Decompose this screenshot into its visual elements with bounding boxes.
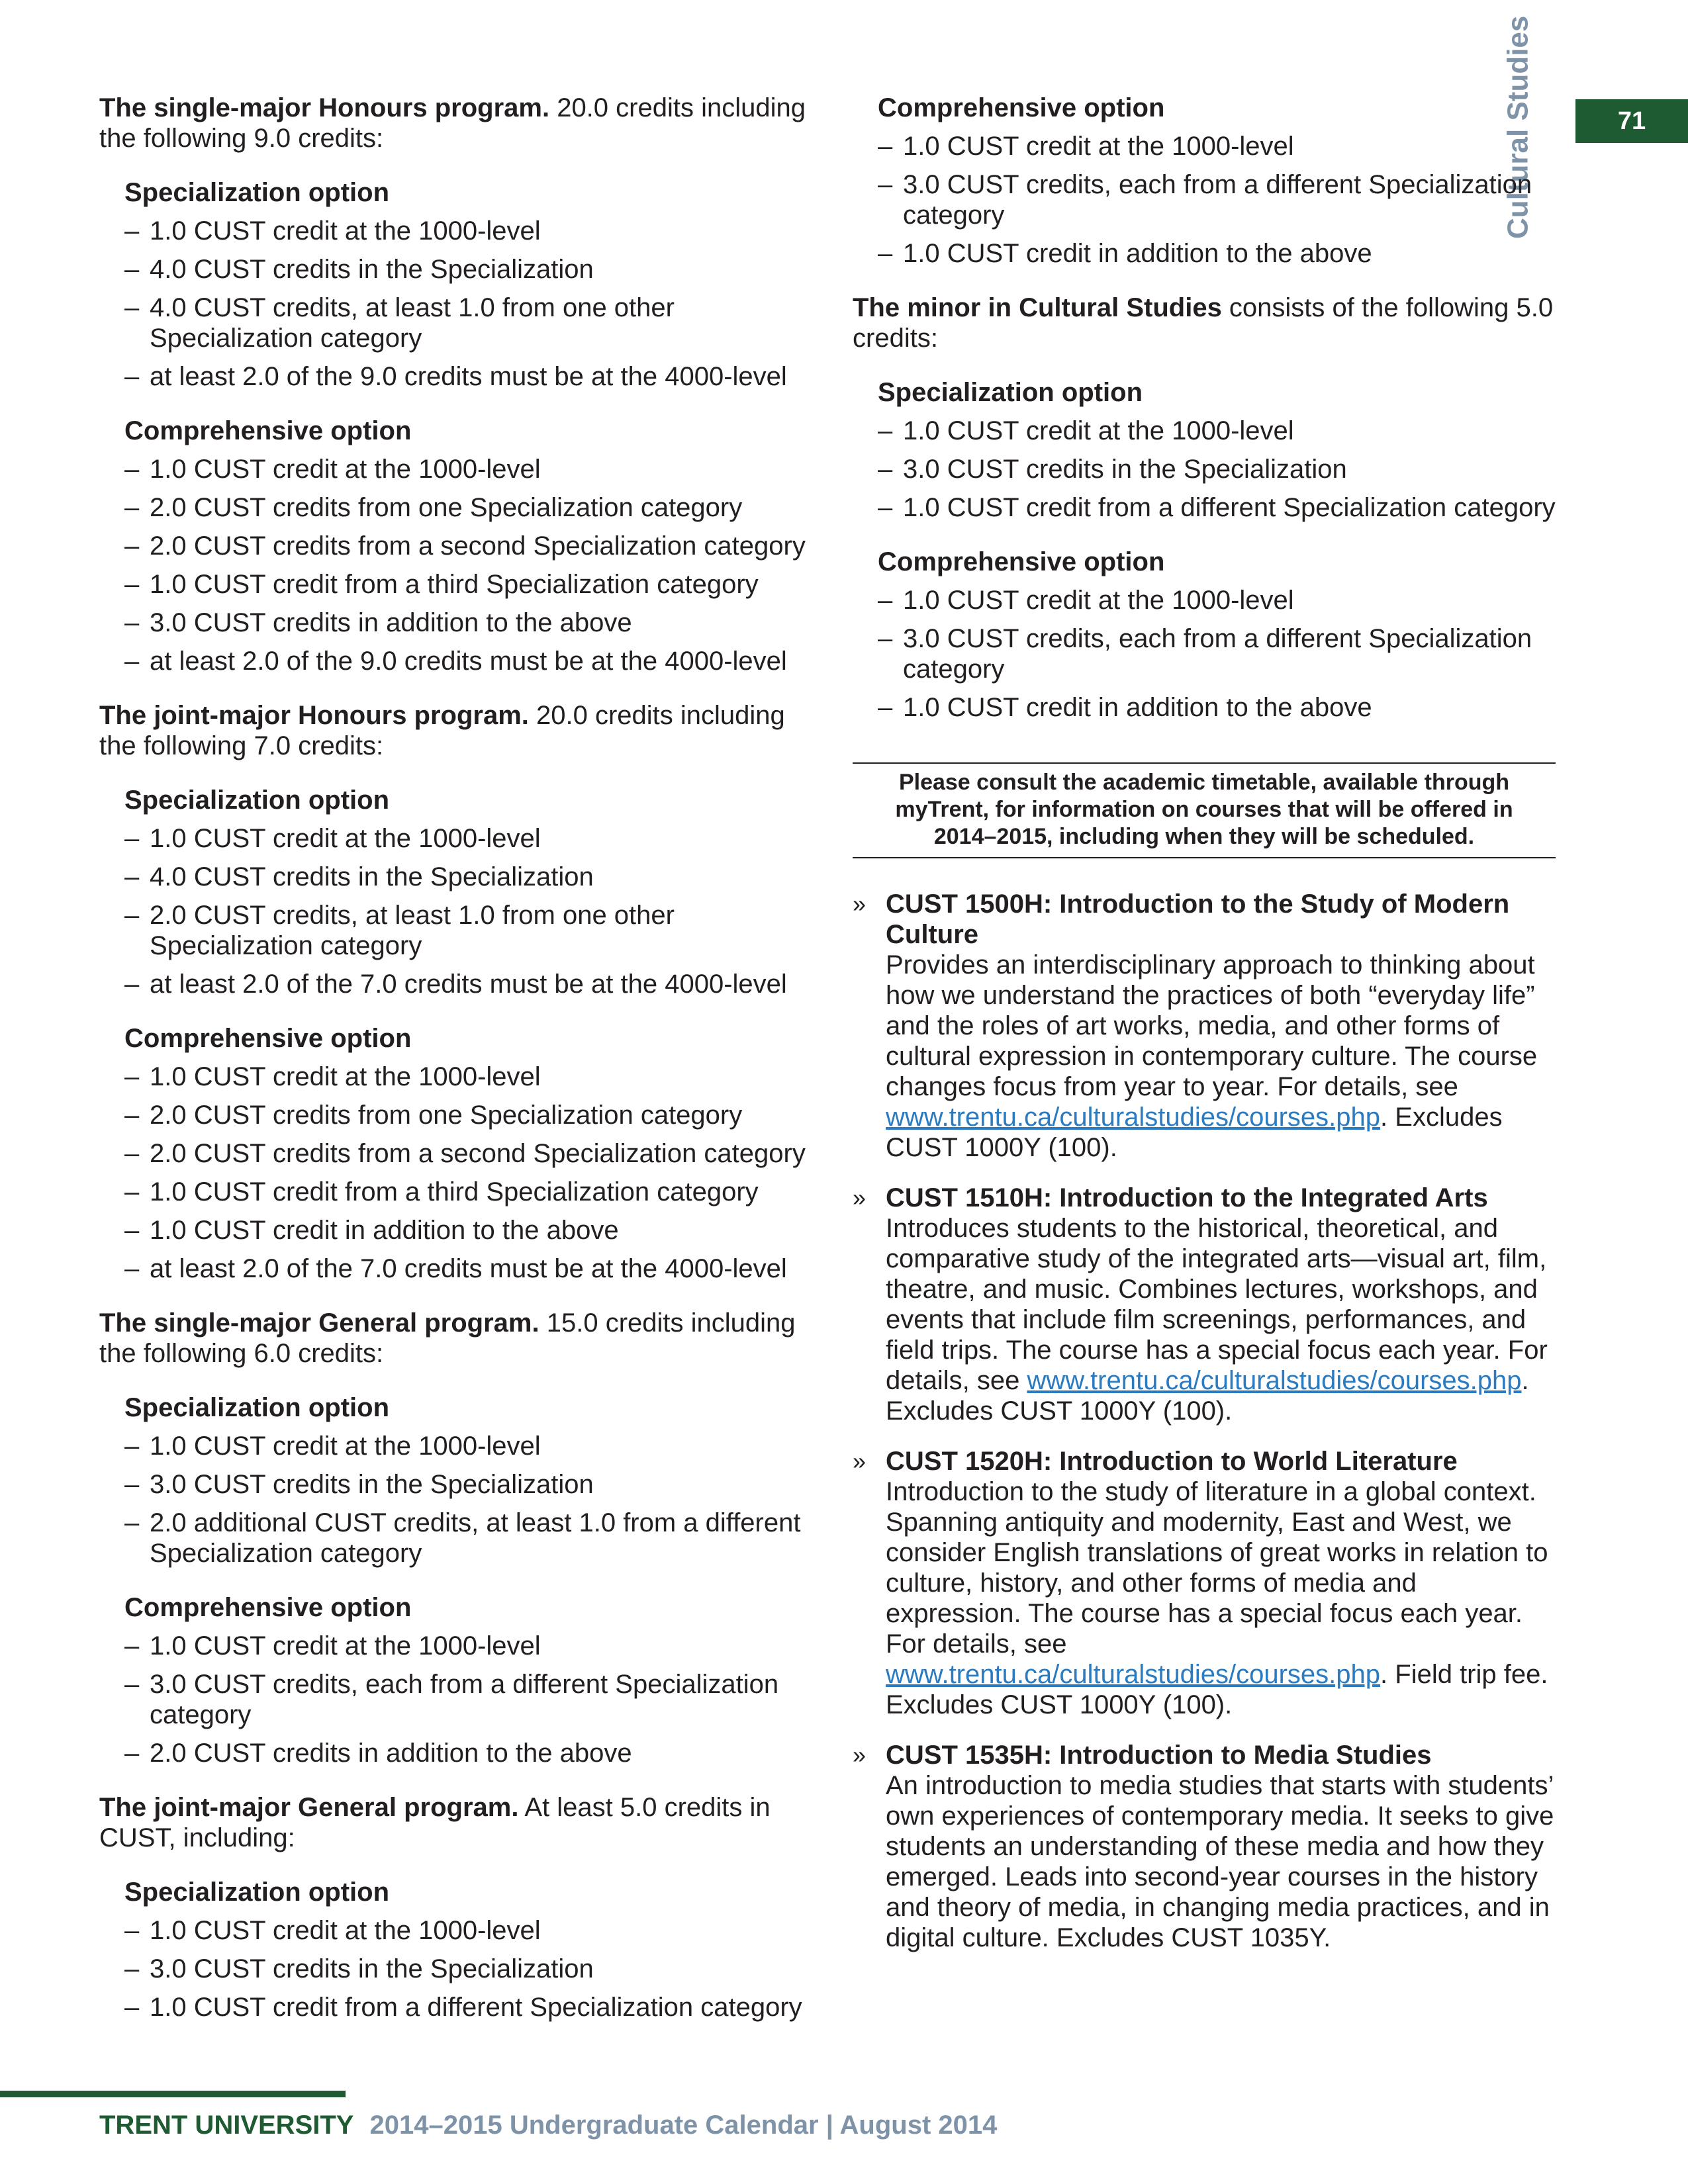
requirement-item: – 3.0 CUST credits in the Specialization bbox=[124, 1469, 821, 1500]
course-title: CUST 1535H: Introduction to Media Studies bbox=[886, 1741, 1432, 1770]
course-entry bbox=[853, 889, 1556, 1163]
course-title: CUST 1500H: Introduction to the Study of Modern Culture bbox=[886, 889, 1510, 949]
course-link[interactable]: www.trentu.ca/culturalstudies/courses.php bbox=[886, 1660, 1381, 1689]
requirement-item: – 1.0 CUST credit at the 1000-level bbox=[878, 131, 1556, 161]
option-heading: Comprehensive option bbox=[878, 547, 1165, 576]
timetable-notice: Please consult the academic timetable, available through myTrent, for information on courses that will be offered in 2014–2015, including when they will be scheduled. bbox=[853, 762, 1556, 858]
option-heading: Specialization option bbox=[124, 178, 390, 207]
minor-intro bbox=[853, 293, 1556, 353]
requirement-item: – 4.0 CUST credits in the Specialization bbox=[124, 862, 821, 892]
program-title: The joint-major General program. bbox=[99, 1793, 519, 1822]
requirement-item: – 1.0 CUST credit at the 1000-level bbox=[124, 1062, 821, 1092]
course-text: An introduction to media studies that starts with students’ own experiences of contemporary media. It seeks to give students an understanding of these media and how they emerged. Leads into second-year courses in the history and theory of media, in changing media practices, and in digital culture. Excludes CUST 1035Y. bbox=[886, 1771, 1554, 1952]
requirement-item: – 4.0 CUST credits in the Specialization bbox=[124, 254, 821, 285]
program-title: The single-major Honours program. bbox=[99, 93, 550, 122]
joint-honours-intro bbox=[99, 700, 821, 761]
requirement-item: – 1.0 CUST credit from a third Specialization category bbox=[124, 1177, 821, 1207]
option-heading: Specialization option bbox=[124, 786, 390, 815]
course-text: Introduction to the study of literature in a global context. Spanning antiquity and modernity, East and West, we consider English translations of great works in relation to culture, history, and other forms of media and expression. The course has a special focus each year. For details, see bbox=[886, 1477, 1548, 1659]
requirement-item: – 1.0 CUST credit in addition to the above bbox=[124, 1215, 821, 1246]
requirement-item: – 3.0 CUST credits in the Specialization bbox=[878, 454, 1556, 484]
requirement-item: – 3.0 CUST credits, each from a different Specialization category bbox=[124, 1669, 821, 1730]
page-number-tab bbox=[1575, 99, 1688, 143]
course-link[interactable]: www.trentu.ca/culturalstudies/courses.php bbox=[886, 1103, 1381, 1132]
footer-university: TRENT UNIVERSITY bbox=[99, 2111, 354, 2140]
single-general-specialization bbox=[99, 1392, 821, 1569]
requirement-item: – 1.0 CUST credit at the 1000-level bbox=[124, 454, 821, 484]
program-credits: 20.0 credits including the following 7.0 credits: bbox=[99, 701, 785, 760]
requirement-item: – 3.0 CUST credits in addition to the above bbox=[124, 608, 821, 638]
option-heading: Specialization option bbox=[124, 1878, 390, 1907]
requirement-item: – 2.0 CUST credits, at least 1.0 from one other Specialization category bbox=[124, 900, 821, 961]
option-heading: Comprehensive option bbox=[878, 93, 1165, 122]
requirement-list bbox=[878, 131, 1556, 269]
joint-honours-comprehensive bbox=[99, 1023, 821, 1284]
requirement-list bbox=[124, 823, 821, 999]
requirement-item: – at least 2.0 of the 9.0 credits must be at the 4000-level bbox=[124, 361, 821, 392]
single-honours-intro bbox=[99, 93, 821, 154]
requirement-item: – 3.0 CUST credits, each from a different Specialization category bbox=[878, 169, 1556, 230]
requirement-list bbox=[124, 1431, 821, 1569]
chevron-right-icon: » bbox=[853, 890, 867, 917]
page-footer bbox=[99, 2110, 997, 2140]
course-title: CUST 1520H: Introduction to World Literature bbox=[886, 1447, 1458, 1476]
chevron-right-icon: » bbox=[853, 1741, 867, 1768]
requirement-item: – at least 2.0 of the 7.0 credits must be at the 4000-level bbox=[124, 1253, 821, 1284]
program-credits: consists of the following 5.0 credits: bbox=[853, 293, 1554, 353]
option-heading: Specialization option bbox=[124, 1393, 390, 1422]
option-heading: Comprehensive option bbox=[124, 416, 412, 445]
requirement-item: – at least 2.0 of the 9.0 credits must be at the 4000-level bbox=[124, 646, 821, 676]
program-title: The joint-major Honours program. bbox=[99, 701, 529, 730]
requirement-list bbox=[124, 216, 821, 392]
requirement-item: – 2.0 CUST credits from a second Specialization category bbox=[124, 531, 821, 561]
footer-rule bbox=[0, 2091, 346, 2097]
requirement-list bbox=[124, 454, 821, 676]
course-text: Introduces students to the historical, theoretical, and comparative study of the integrated arts—visual art, film, theatre, and music. Combines lectures, workshops, and events that include film screenings, performances, and field trips. The course has a special focus each year. For details, see bbox=[886, 1214, 1548, 1395]
left-column bbox=[99, 93, 821, 2046]
requirement-item: – 1.0 CUST credit from a different Specialization category bbox=[124, 1992, 821, 2023]
course-text-end: . Excludes CUST 1000Y (100). bbox=[886, 1366, 1529, 1426]
requirement-item: – 1.0 CUST credit from a different Specialization category bbox=[878, 492, 1556, 523]
program-credits: 15.0 credits including the following 6.0 credits: bbox=[99, 1308, 796, 1368]
course-text-end: . Field trip fee. Excludes CUST 1000Y (100). bbox=[886, 1660, 1548, 1719]
chevron-right-icon: » bbox=[853, 1184, 867, 1211]
single-honours-specialization bbox=[99, 177, 821, 392]
requirement-item: – 4.0 CUST credits, at least 1.0 from one other Specialization category bbox=[124, 293, 821, 353]
course-link[interactable]: www.trentu.ca/culturalstudies/courses.php bbox=[1027, 1366, 1522, 1395]
requirement-item: – 3.0 CUST credits, each from a different Specialization category bbox=[878, 623, 1556, 684]
course-description bbox=[886, 1477, 1556, 1720]
single-general-intro bbox=[99, 1308, 821, 1369]
requirement-list bbox=[124, 1631, 821, 1768]
requirement-item: – 2.0 CUST credits in addition to the above bbox=[124, 1738, 821, 1768]
program-credits: 20.0 credits including the following 9.0 credits: bbox=[99, 93, 806, 153]
requirement-item: – 1.0 CUST credit at the 1000-level bbox=[124, 216, 821, 246]
requirement-item: – 1.0 CUST credit from a third Specialization category bbox=[124, 569, 821, 600]
single-honours-comprehensive bbox=[99, 416, 821, 676]
course-entry bbox=[853, 1446, 1556, 1720]
requirement-item: – 1.0 CUST credit in addition to the above bbox=[878, 692, 1556, 723]
requirement-item: – 1.0 CUST credit at the 1000-level bbox=[124, 823, 821, 854]
course-description bbox=[886, 1770, 1556, 1953]
single-general-comprehensive bbox=[99, 1592, 821, 1768]
right-column bbox=[853, 93, 1556, 1973]
requirement-item: – 1.0 CUST credit at the 1000-level bbox=[878, 585, 1556, 615]
footer-calendar: 2014–2015 Undergraduate Calendar | August 2014 bbox=[369, 2111, 998, 2140]
program-title: The minor in Cultural Studies bbox=[853, 293, 1222, 322]
course-text-end: . Excludes CUST 1000Y (100). bbox=[886, 1103, 1503, 1162]
joint-general-specialization bbox=[99, 1877, 821, 2023]
course-description bbox=[886, 950, 1556, 1163]
minor-comprehensive bbox=[853, 547, 1556, 723]
requirement-list bbox=[124, 1915, 821, 2023]
program-credits: At least 5.0 credits in CUST, including: bbox=[99, 1793, 771, 1852]
chevron-right-icon: » bbox=[853, 1447, 867, 1475]
requirement-item: – 2.0 CUST credits from a second Specialization category bbox=[124, 1138, 821, 1169]
joint-general-comprehensive bbox=[853, 93, 1556, 269]
page-number: 71 bbox=[1617, 107, 1646, 135]
minor-specialization bbox=[853, 377, 1556, 523]
course-text: Provides an interdisciplinary approach to thinking about how we understand the practices of both “everyday life” and the roles of art works, media, and other forms of cultural expression in contemporary culture. The course changes focus from year to year. For details, see bbox=[886, 950, 1538, 1101]
requirement-item: – 2.0 CUST credits from one Specialization category bbox=[124, 492, 821, 523]
requirement-list bbox=[124, 1062, 821, 1284]
option-heading: Comprehensive option bbox=[124, 1593, 412, 1622]
requirement-item: – 2.0 CUST credits from one Specialization category bbox=[124, 1100, 821, 1130]
program-title: The single-major General program. bbox=[99, 1308, 539, 1338]
course-description bbox=[886, 1213, 1556, 1426]
requirement-item: – 2.0 additional CUST credits, at least 1.0 from a different Specialization category bbox=[124, 1508, 821, 1569]
option-heading: Specialization option bbox=[878, 378, 1143, 407]
requirement-item: – 1.0 CUST credit at the 1000-level bbox=[124, 1431, 821, 1461]
requirement-list bbox=[878, 585, 1556, 723]
requirement-item: – 1.0 CUST credit at the 1000-level bbox=[124, 1915, 821, 1946]
requirement-item: – at least 2.0 of the 7.0 credits must be at the 4000-level bbox=[124, 969, 821, 999]
course-entry bbox=[853, 1740, 1556, 1953]
course-entry bbox=[853, 1183, 1556, 1426]
joint-general-intro bbox=[99, 1792, 821, 1853]
course-title: CUST 1510H: Introduction to the Integrated Arts bbox=[886, 1183, 1488, 1212]
requirement-list bbox=[878, 416, 1556, 523]
requirement-item: – 1.0 CUST credit at the 1000-level bbox=[878, 416, 1556, 446]
option-heading: Comprehensive option bbox=[124, 1024, 412, 1053]
section-side-label: Cultural Studies bbox=[1501, 15, 1534, 239]
requirement-item: – 3.0 CUST credits in the Specialization bbox=[124, 1954, 821, 1984]
requirement-item: – 1.0 CUST credit at the 1000-level bbox=[124, 1631, 821, 1661]
requirement-item: – 1.0 CUST credit in addition to the above bbox=[878, 238, 1556, 269]
joint-honours-specialization bbox=[99, 785, 821, 999]
